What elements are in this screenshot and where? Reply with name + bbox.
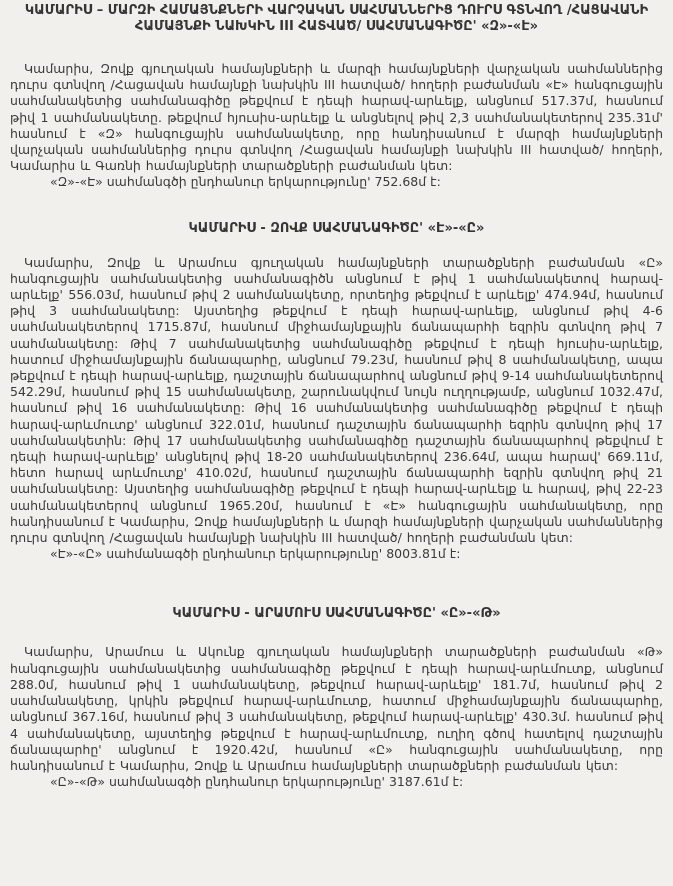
boundary-length-e-y: «Է»-«Ը» սահմանագծի ընդհանուր երկարությունը' 8003.81մ է: <box>50 546 461 562</box>
boundary-description-y-t: Կամարիս, Արամուս և Ակունք գյուղական համայնքների տարածքների բաժանման «Թ» հանգուցային սահմանակետից սահմանագիծը թեքվում է դեպի հարավ-արևմուտք, անցնում 288.0մ, հասնում թիվ 1 սահմանակետը, թեքվում հարավ-արևելք' 181.7մ, հասնում թիվ 2 սահմանակետը, կրկին թեքվում հարավ-արևմուտք, հատում միջհամայնքային ճանապարհը, անցնում 367.16մ, հասնում թիվ 3 սահմանակետը, թեքվում հարավ-արևելք' 430.3մ. հասնում թիվ 4 սահմանակետը, այստեղից թեքվում է հարավ-արևմուտք, ուղիղ գծով հատելով դաշտային ճանապարհը' անցնում է 1920.42մ, հասնում «Ը» հանգուցային սահմանակետը, որը հանդիսանում է Կամարիս, Զովք և Արամուս համայնքների տարածքների բաժանման կետ: <box>10 644 663 773</box>
section-heading-kamaris-aramus: ԿԱՄԱՐԻՍ - ԱՐԱՄՈՒՍ ՍԱՀՄԱՆԱԳԻԾԸ' «Ը»-«Թ» <box>172 606 501 622</box>
boundary-description-z-e: Կամարիս, Զովք գյուղական համայնքների և մարզի համայնքների վարչական սահմաններից դուրս գտնվող /Հացավան համայնքի նախկին III հատված/ հողերի բաժանման «Է» հանգուցային սահմանակետից սահմանագիծը թեքվում է դեպի հարավ-արևելք, անցնում 517.37մ, հասնում թիվ 1 սահմանակետը. թեքվում հյուսիս-արևելք և անցնելով թիվ 2,3 սահմանակետերով 235.31մ' հասնում է «Զ» հանգուցային սահմանակետը, որը հանդիսանում է մարզի համայնքների վարչական սահմաններից դուրս գտնվող /Հացավան համայնքի նախկին III հատված/ հողերի, Կամարիս և Գառնի համայնքների տարածքների բաժանման կետ: <box>10 61 663 174</box>
boundary-length-y-t: «Ը»-«Թ» սահմանագծի ընդհանուր երկարությունը' 3187.61մ է: <box>50 774 464 790</box>
document-title: ԿԱՄԱՐԻՍ – ՄԱՐԶԻ ՀԱՄԱՅՆՔՆԵՐԻ ՎԱՐՉԱԿԱՆ ՍԱՀՄԱՆՆԵՐԻՑ ԴՈՒՐՍ ԳՏՆՎՈՂ /ՀԱՑԱՎԱՆԻ ՀԱՄԱՅՆՔԻ ՆԱԽԿԻՆ III ՀԱՏՎԱԾ/ ՍԱՀՄԱՆԱԳԻԾԸ' «Զ»-«Է» <box>24 3 649 34</box>
boundary-length-z-e: «Զ»-«Է» սահմանգծի ընդհանուր երկարությունը' 752.68մ է: <box>50 174 441 190</box>
boundary-description-e-y: Կամարիս, Զովք և Արամուս գյուղական համայնքների տարածքների բաժանման «Ը» հանգուցային սահմանակետից սահմանագիծն անցնում է թիվ 1 սահմանակետով հարավ-արևելք' 556.03մ, հասնում թիվ 2 սահմանակետը, որտեղից թեքվում է արևելք' 474.94մ, հասնում թիվ 3 սահմանակետը: Այստեղից թեքվում է դեպի հարավ-արևելք, անցնում թիվ 4-6 սահմանակետերով 1715.87մ, հասնում միջհամայնքային ճանապարհի եզրին գտնվող թիվ 7 սահմանակետը: Թիվ 7 սահմանակետից սահմանագիծը թեքվում է դեպի հյուսիս-արևելք, հատում միջհամայնքային ճանապարհը, անցնում 79.23մ, հասնում թիվ 8 սահմանակետը, ապա թեքվում է դեպի հարավ-արևելք, դաշտային ճանապարհով անցնում թիվ 9-14 սահմանակետերով 542.29մ, հասնում թիվ 15 սահմանակետը, շարունակվում նույն ուղղությամբ, անցնում 1032.47մ, հասնում թիվ 16 սահմանակետը: Թիվ 16 սահմանակետից սահմանագիծը թեքվում է դեպի հարավ-արևմուտք' անցնում 322.01մ, հասնում դաշտային ճանապարհի եզրին գտնվող թիվ 17 սահմանակետին: Թիվ 17 սահմանակետից սահմանագիծը դաշտային ճանապարհով թեքվում է դեպի հարավ-արևելք' անցնելով թիվ 18-20 սահմանակետերով 236.64մ, ապա հարավ' 669.11մ, հետո հարավ արևմուտք' 410.02մ, հասնում դաշտային ճանապարհի եզրին գտնվող թիվ 21 սահմանակետը: Այստեղից սահմանագիծը թեքվում է դեպի հարավ-արևելք և հարավ, թիվ 22-23 սահմանակետերով անցնում 1965.20մ, հասնում է «Է» հանգուցային սահմանակետը, որը հանդիսանում է Կամարիս, Զովք համայնքների և մարզի համայնքների վարչական սահմաններից դուրս գտնվող /Հացավան համայնքի նախկին III հատված/ հողերի բաժանման կետ: <box>10 254 663 546</box>
section-heading-kamaris-zovk: ԿԱՄԱՐԻՍ - ԶՈՎՔ ՍԱՀՄԱՆԱԳԻԾԸ' «Է»-«Ը» <box>188 220 485 236</box>
